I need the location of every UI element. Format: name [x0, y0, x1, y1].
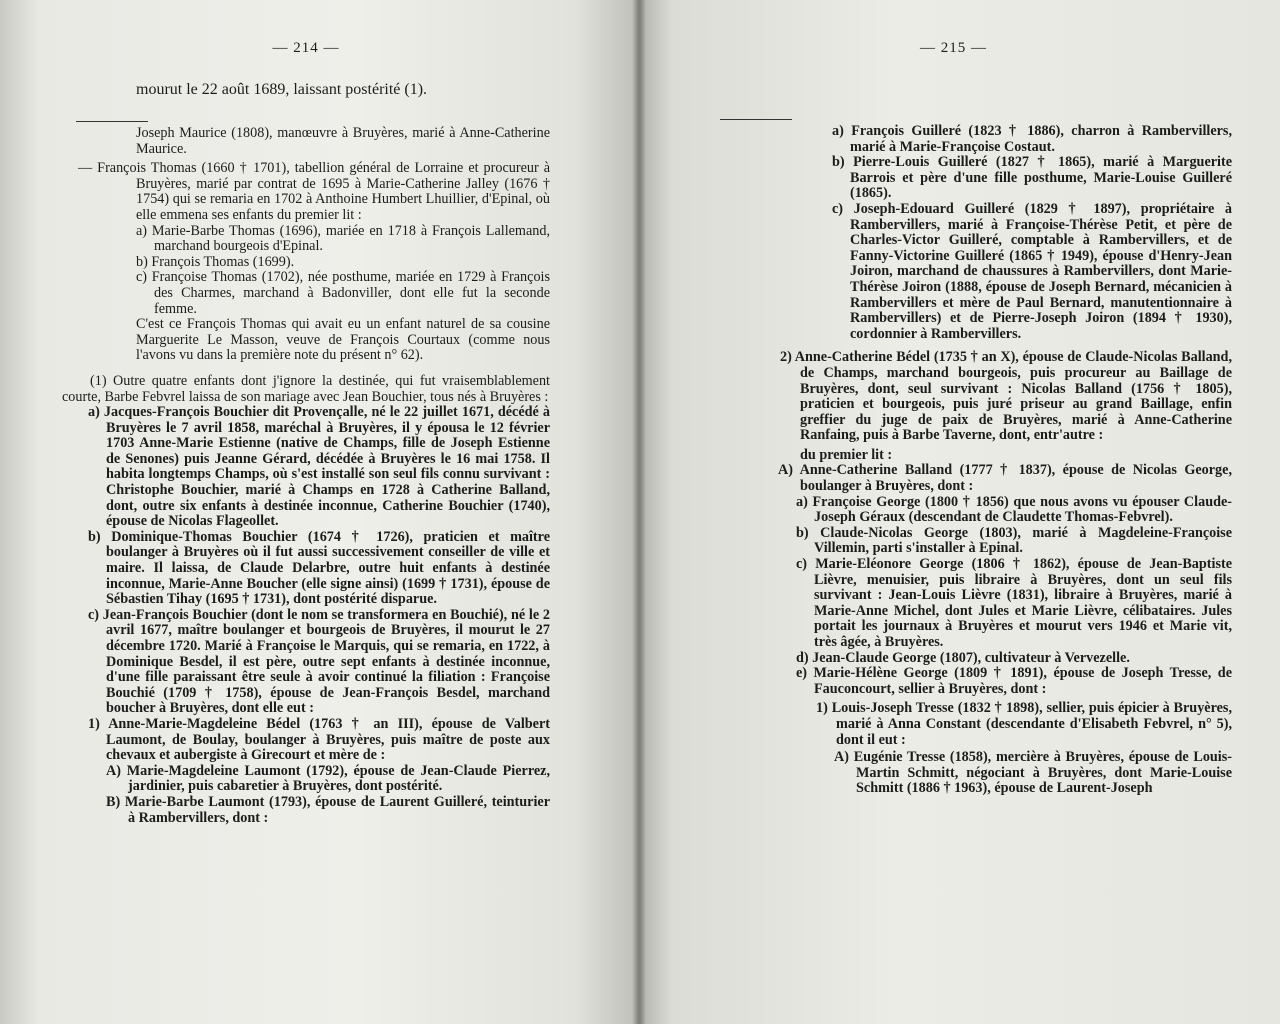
list-item: B) Marie-Barbe Laumont (1793), épouse de Laurent Guilleré, teinturier à Rambervillers, dont :: [106, 793, 550, 826]
footnote: (1) Outre quatre enfants dont j'ignore la destinée, qui fut vraisemblablement courte, Barbe Febvrel laissa de son mariage avec Jean Bouchier, tous nés à Bruyères :: [62, 372, 550, 405]
list-item: 1) Anne-Marie-Magdeleine Bédel (1763 † an III), épouse de Valbert Laumont, de Boulay, boulanger à Bruyères, puis maître de poste aux chevaux et aubergiste à Girecourt et mère de :: [88, 715, 550, 764]
list-item: d) Jean-Claude George (1807), cultivateur à Vervezelle.: [796, 649, 1130, 666]
list-item: c) Jean-François Bouchier (dont le nom se transformera en Bouchié), né le 2 avril 1677, maître boulanger et bourgeois de Bruyères, il mourut le 27 décembre 1720. Marié à Françoise le Marquis, qui se remaria, en 1722, à Dominique Besdel, il est père, outre sept enfants à destinée inconnue, d'une fille paraissant être seule à avoir continué la filiation : Françoise Bouchié (1709 † 1758), épouse de Jean-François Besdel, marchand boucher à Bruyères, dont elle eut :: [88, 606, 550, 717]
paragraph: Joseph Maurice (1808), manœuvre à Bruyères, marié à Anne-Catherine Maurice.: [136, 125, 550, 157]
page-number: — 215 —: [920, 40, 987, 56]
right-page: [640, 0, 1280, 1024]
paragraph: C'est ce François Thomas qui avait eu un enfant naturel de sa cousine Marguerite Le Masson, veuve de François Courtaux (comme nous l'avons vu dans la première note du présent n° 62).: [136, 316, 550, 364]
list-item: b) Claude-Nicolas George (1803), marié à Magdeleine-Françoise Villemin, parti s'installer à Epinal.: [796, 524, 1232, 557]
paragraph: — François Thomas (1660 † 1701), tabellion général de Lorraine et procureur à Bruyères, marié par contrat de 1695 à Marie-Catherine Jalley (1676 † 1754) qui se remaria en 1702 à Anthoine Humbert Lhuillier, d'Epinal, où elle emmena ses enfants du premier lit :: [78, 160, 550, 223]
list-item: A) Anne-Catherine Balland (1777 † 1837), épouse de Nicolas George, boulanger à Bruyères, dont :: [778, 462, 1232, 495]
list-item: c) Joseph-Edouard Guilleré (1829 † 1897), propriétaire à Rambervillers, marié à Françoise-Thérèse Petit, et père de Charles-Victor Guilleré, comptable à Rambervillers, et de Fanny-Victorine Guilleré (1865 † 1949), épouse d'Henry-Jean Joiron, marchand de chaussures à Rambervillers, dont Marie-Thérèse Joiron (1888, épouse de Joseph Bernard, mécanicien à Rambervillers et mère de Paul Bernard, manutentionnaire à Rambervillers) et de Pierre-Joseph Joiron (1894 † 1930), cordonnier à Rambervillers.: [832, 200, 1232, 342]
list-item: b) François Thomas (1699).: [136, 253, 295, 270]
list-item: c) Marie-Eléonore George (1806 † 1862), épouse de Jean-Baptiste Lièvre, menuisier, puis libraire à Bruyères, dont un seul fils survivant : Jean-Louis Lièvre (1831), libraire à Bruyères, marié à Marie-Anne Michel, dont Jules et Marie Lièvre, célibataires. Jules portait les journaux à Bruyères et mourut vers 1946 et Marie vit, très âgée, à Bruyères.: [796, 556, 1232, 650]
footnote-separator: [720, 119, 792, 120]
subheading: du premier lit :: [800, 446, 893, 463]
intro-line: mourut le 22 août 1689, laissant postérité (1).: [136, 81, 428, 98]
list-item: 1) Louis-Joseph Tresse (1832 † 1898), sellier, puis épicier à Bruyères, marié à Anna Constant (descendante d'Elisabeth Febvrel, n° 5), dont il eut :: [816, 700, 1232, 748]
list-item: e) Marie-Hélène George (1809 † 1891), épouse de Joseph Tresse, de Fauconcourt, sellier à Bruyères, dont :: [796, 665, 1232, 697]
page-number: — 214 —: [272, 40, 340, 56]
list-item: A) Marie-Magdeleine Laumont (1792), épouse de Jean-Claude Pierrez, jardinier, puis cabaretier à Bruyères, dont postérité.: [106, 762, 550, 795]
list-item: a) Jacques-François Bouchier dit Provençalle, né le 22 juillet 1671, décédé à Bruyères le 7 avril 1858, maréchal à Bruyères, il y épousa le 12 février 1703 Anne-Marie Estienne (native de Champs, fille de Joseph Estienne de Senones) puis Jeanne Gérard, décédée à Bruyères le 16 mai 1758. Il habita longtemps Champs, où s'est installé son seul fils connu survivant : Christophe Bouchier, marié à Champs en 1728 à Catherine Balland, dont, outre six enfants à destinée inconnue, Catherine Bouchier (1740), épouse de Nicolas Flageollet.: [88, 404, 550, 530]
list-item: a) Marie-Barbe Thomas (1696), mariée en 1718 à François Lallemand, marchand bourgeois d'Epinal.: [136, 222, 550, 255]
list-item: b) Pierre-Louis Guilleré (1827 † 1865), marié à Marguerite Barrois et père d'une fille posthume, Marie-Louise Guilleré (1865).: [832, 154, 1232, 202]
list-item: b) Dominique-Thomas Bouchier (1674 † 1726), praticien et maître boulanger à Bruyères où il fut aussi successivement conseiller de ville et maire. Il laissa, de Claude Delarbre, outre huit enfants à destinée inconnue, Marie-Anne Boucher (elle signe ainsi) (1699 † 1731), épouse de Sébastien Tihay (1695 † 1731), dont postérité disparue.: [88, 528, 550, 608]
footnote-separator: [76, 121, 148, 122]
list-item: a) François Guilleré (1823 † 1886), charron à Rambervillers, marié à Marie-Françoise Costaut.: [832, 123, 1232, 155]
list-item: c) Françoise Thomas (1702), née posthume, mariée en 1729 à François des Charmes, marchand à Badonviller, dont elle fut la seconde femme.: [136, 269, 550, 317]
book-gutter: [632, 0, 646, 1024]
list-item: a) Françoise George (1800 † 1856) que nous avons vu épouser Claude-Joseph Géraux (descendant de Claudette Thomas-Febvrel).: [796, 493, 1232, 526]
list-item: 2) Anne-Catherine Bédel (1735 † an X), épouse de Claude-Nicolas Balland, de Champs, marchand bourgeois, puis procureur au Baillage de Bruyères, dont, seul survivant : Nicolas Balland (1756 † 1805), praticien et bourgeois, puis juré priseur au grand Baillage, enfin greffier du juge de paix de Bruyères, marié à Anne-Catherine Ranfaing, puis à Barbe Taverne, dont, entr'autre :: [780, 349, 1232, 444]
list-item: A) Eugénie Tresse (1858), mercière à Bruyères, épouse de Louis-Martin Schmitt, négociant à Bruyères, dont Marie-Louise Schmitt (1886 † 1963), épouse de Laurent-Joseph: [834, 749, 1232, 797]
